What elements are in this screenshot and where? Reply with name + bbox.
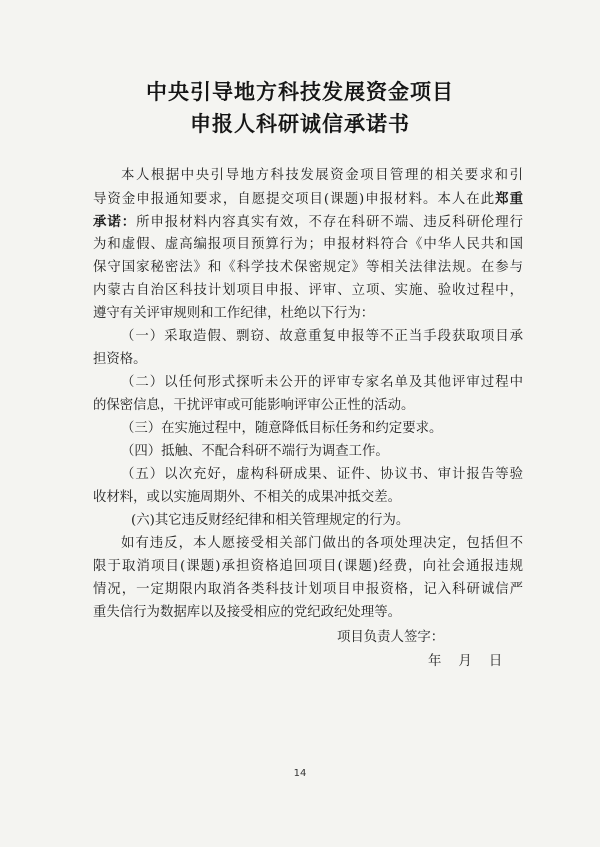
item-4: （四）抵触、不配合科研不端行为调查工作。 bbox=[121, 444, 389, 459]
paragraph-1-line-2: 导资金申报通知要求，自愿提交项目(课题)申报材料。本人在此郑重 bbox=[93, 191, 523, 207]
page-number: 14 bbox=[293, 768, 307, 779]
paragraph-2-line-3: 情况，一定期限内取消各类科技计划项目申报资格，记入科研诚信严 bbox=[93, 582, 523, 597]
paragraph-1-line-3: 承诺：所申报材料内容真实有效，不存在科研不端、违反科研伦理行 bbox=[93, 214, 523, 230]
item-3: （三）在实施过程中，随意降低目标任务和约定要求。 bbox=[121, 421, 443, 436]
item-6: (六)其它违反财经纪律和相关管理规定的行为。 bbox=[131, 513, 410, 528]
commitment-bold-b: 承诺： bbox=[93, 214, 137, 230]
paragraph-1-line-1: 本人根据中央引导地方科技发展资金项目管理的相关要求和引 bbox=[121, 168, 523, 183]
item-1-line-1: （一）采取造假、剽窃、故意重复申报等不正当手段获取项目承 bbox=[121, 329, 523, 344]
commitment-bold-a: 郑重 bbox=[495, 191, 523, 207]
paragraph-2-line-2: 限于取消项目(课题)承担资格追回项目(课题)经费，向社会通报违规 bbox=[93, 559, 523, 574]
item-5-line-1: （五）以次充好，虚构科研成果、证件、协议书、审计报告等验 bbox=[121, 467, 523, 482]
paragraph-1-line-7: 遵守有关评审规则和工作纪律，杜绝以下行为： bbox=[93, 306, 375, 321]
date-label: 年 月 日 bbox=[428, 654, 503, 669]
document-title-line1: 中央引导地方科技发展资金项目 bbox=[146, 80, 454, 104]
item-2-line-2: 的保密信息，干扰评审或可能影响评审公正性的活动。 bbox=[93, 398, 415, 413]
document-title-line2: 申报人科研诚信承诺书 bbox=[190, 112, 410, 136]
paragraph-2-line-1: 如有违反，本人愿接受相关部门做出的各项处理决定，包括但不 bbox=[121, 536, 523, 551]
paragraph-2-line-4: 重失信行为数据库以及接受相应的党纪政纪处理等。 bbox=[93, 605, 401, 620]
item-5-line-2: 收材料，或以实施周期外、不相关的成果冲抵交差。 bbox=[93, 490, 401, 505]
paragraph-1-line-4: 为和虚假、虚高编报项目预算行为；申报材料符合《中华人民共和国 bbox=[93, 237, 523, 252]
signature-label: 项目负责人签字： bbox=[337, 630, 445, 645]
paragraph-1-line-5: 保守国家秘密法》和《科学技术保密规定》等相关法律法规。在参与 bbox=[93, 260, 523, 275]
item-1-line-2: 担资格。 bbox=[93, 352, 147, 367]
paragraph-1-line-6: 内蒙古自治区科技计划项目申报、评审、立项、实施、验收过程中， bbox=[93, 283, 523, 298]
item-2-line-1: （二）以任何形式探听未公开的评审专家名单及其他评审过程中 bbox=[121, 375, 523, 390]
